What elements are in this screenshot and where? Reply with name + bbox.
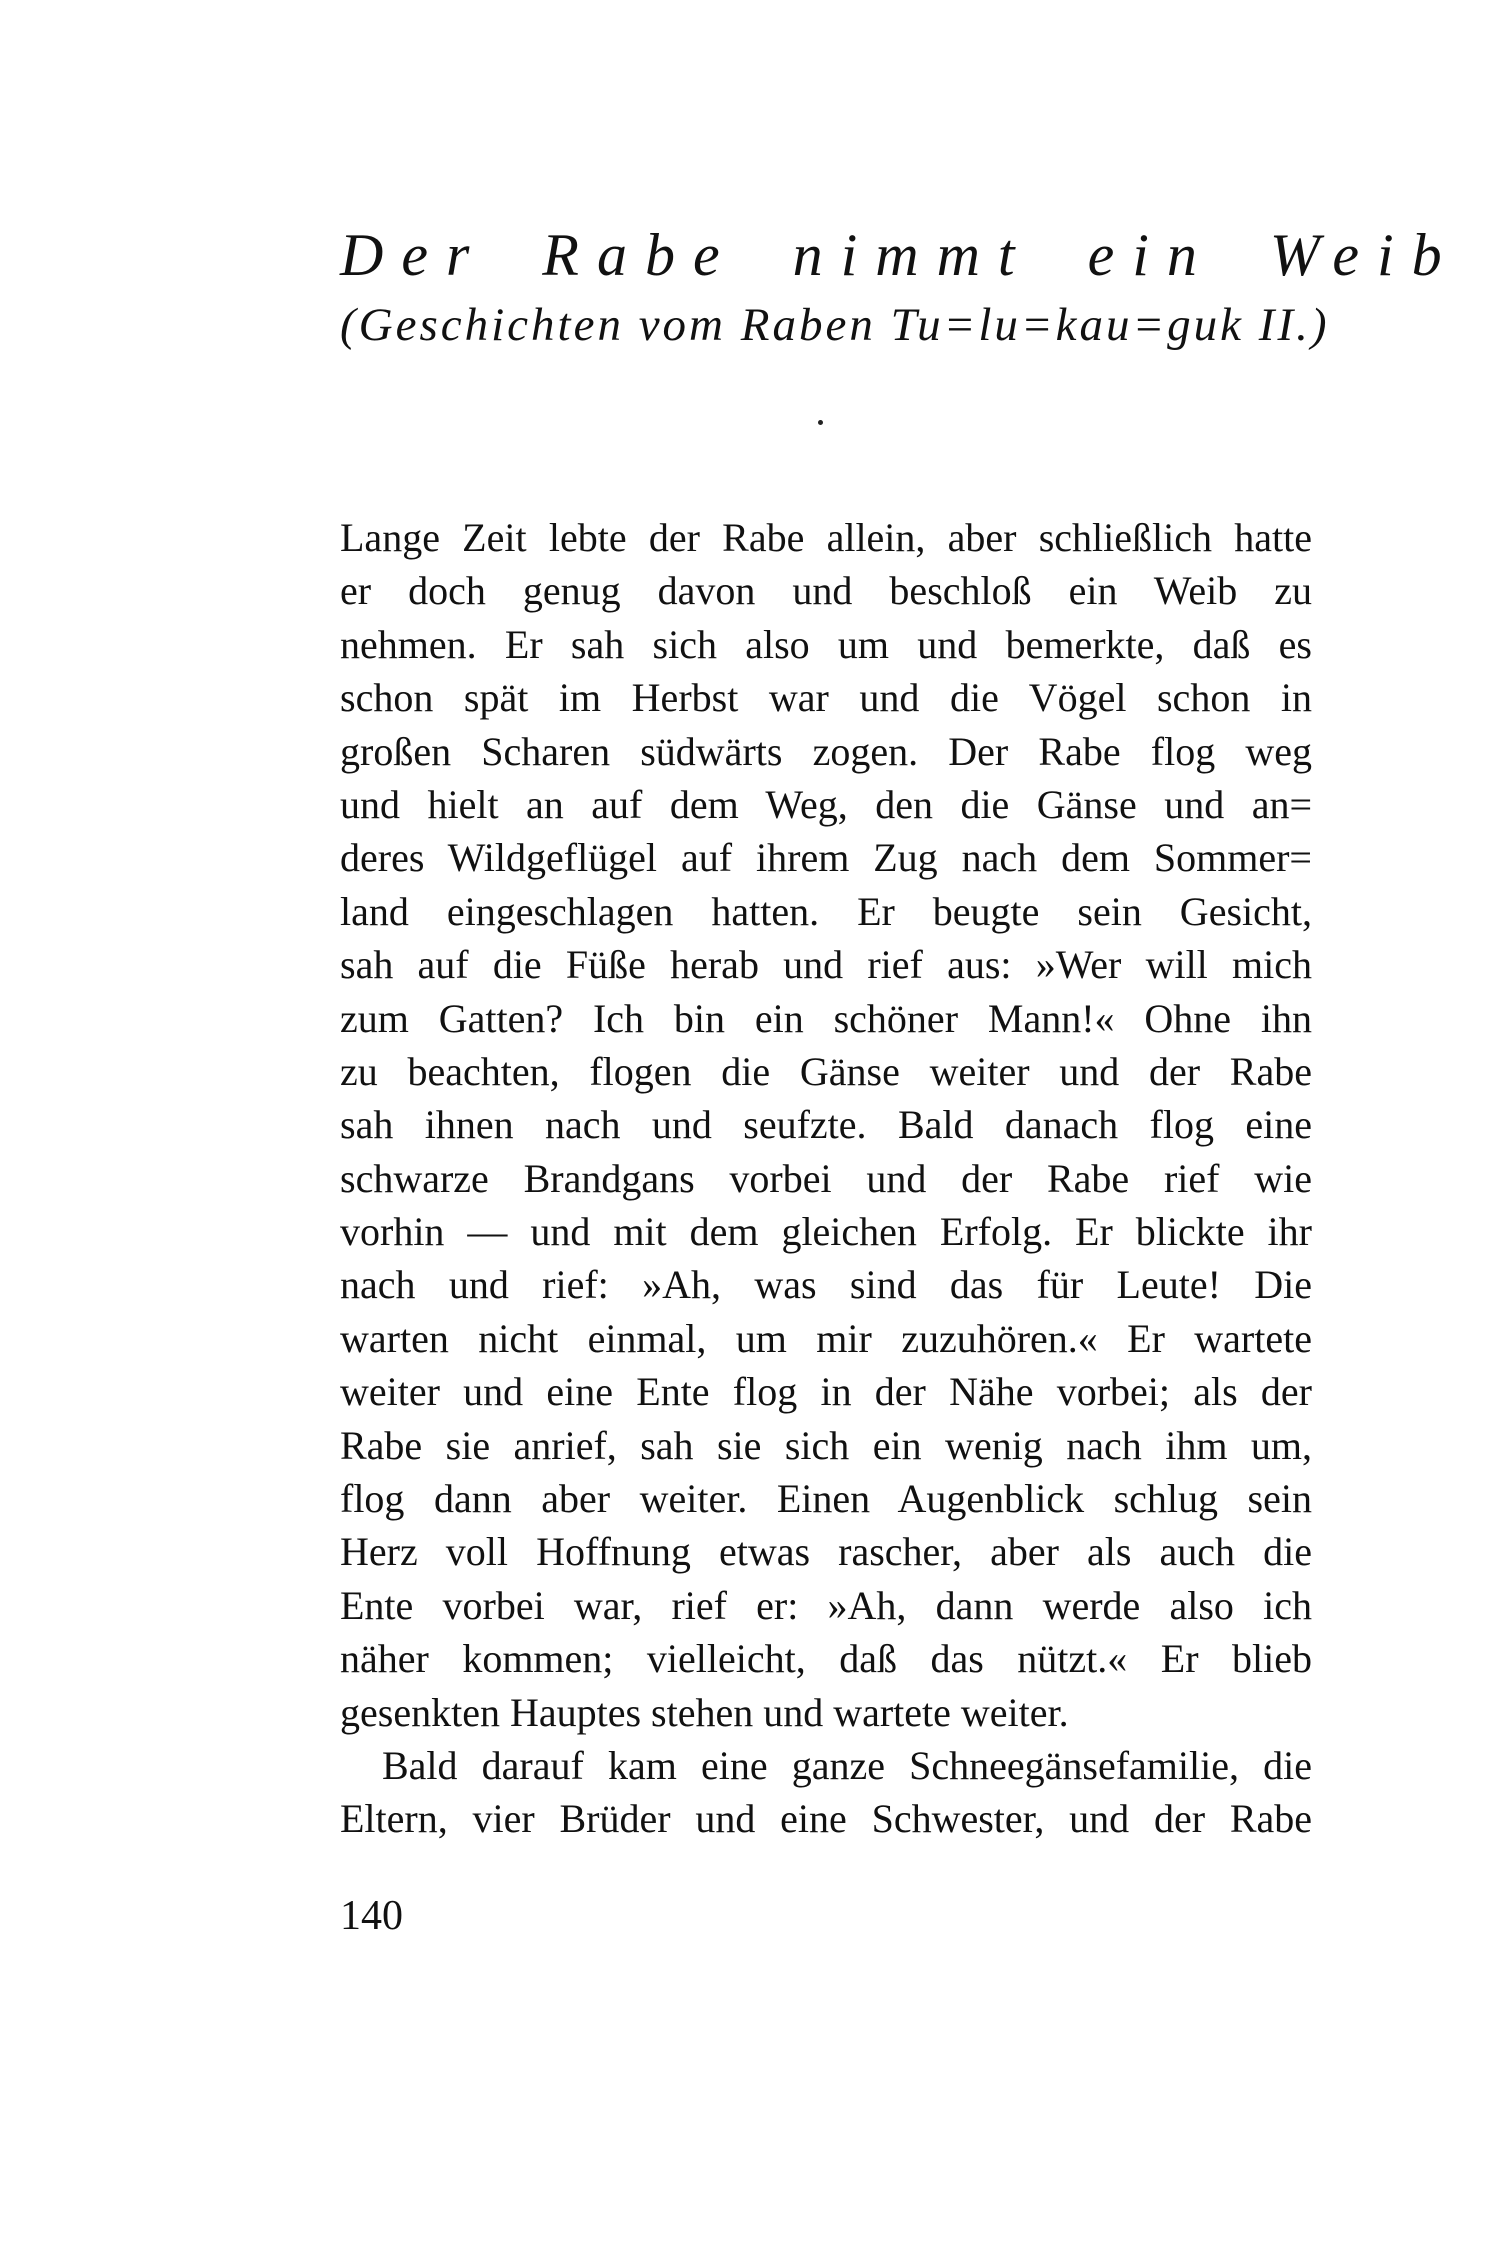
- text-line: Eltern, vier Brüder und eine Schwester, und der Rabe: [340, 1796, 1312, 1842]
- text-line: er doch genug davon und beschloß ein Weib zu: [340, 568, 1312, 614]
- text-line: näher kommen; vielleicht, daß das nützt.« Er blieb: [340, 1636, 1312, 1682]
- text-line: zum Gatten? Ich bin ein schöner Mann!« Ohne ihn: [340, 995, 1312, 1041]
- ornament-dot: [818, 420, 823, 425]
- text-line: vorhin — und mit dem gleichen Erfolg. Er blickte ihr: [340, 1209, 1312, 1255]
- text-line: flog dann aber weiter. Einen Augenblick schlug sein: [340, 1476, 1312, 1522]
- text-line: Ente vorbei war, rief er: »Ah, dann werde also ich: [340, 1582, 1312, 1628]
- page-number: 140: [340, 1893, 403, 1939]
- text-line: schon spät im Herbst war und die Vögel schon in: [340, 675, 1312, 721]
- text-line: Rabe sie anrief, sah sie sich ein wenig nach ihm um,: [340, 1422, 1312, 1468]
- text-line: Bald darauf kam eine ganze Schneegänsefamilie, die: [382, 1742, 1312, 1788]
- text-line: zu beachten, flogen die Gänse weiter und der Rabe: [340, 1048, 1312, 1094]
- paragraph: [340, 1739, 1312, 1846]
- text-line: land eingeschlagen hatten. Er beugte sein Gesicht,: [340, 888, 1312, 934]
- text-line: nach und rief: »Ah, was sind das für Leute! Die: [340, 1262, 1312, 1308]
- text-line: und hielt an auf dem Weg, den die Gänse und an=: [340, 781, 1312, 827]
- text-line: sah auf die Füße herab und rief aus: »Wer will mich: [340, 942, 1312, 988]
- text-line: schwarze Brandgans vorbei und der Rabe rief wie: [340, 1155, 1312, 1201]
- text-line: warten nicht einmal, um mir zuzuhören.« Er wartete: [340, 1315, 1312, 1361]
- text-line: gesenkten Hauptes stehen und wartete weiter.: [340, 1689, 1069, 1735]
- text-line: großen Scharen südwärts zogen. Der Rabe flog weg: [340, 728, 1312, 774]
- text-line: deres Wildgeflügel auf ihrem Zug nach dem Sommer=: [340, 835, 1312, 881]
- text-line: Herz voll Hoffnung etwas rascher, aber als auch die: [340, 1529, 1312, 1575]
- text-line: nehmen. Er sah sich also um und bemerkte, daß es: [340, 621, 1312, 667]
- chapter-subtitle: (Geschichten vom Raben Tu=lu=kau=guk II.): [340, 299, 1330, 351]
- text-line: sah ihnen nach und seufzte. Bald danach flog eine: [340, 1102, 1312, 1148]
- paragraph: [340, 511, 1312, 1739]
- body-text: [340, 511, 1312, 1846]
- text-line: Lange Zeit lebte der Rabe allein, aber schließlich hatte: [340, 515, 1312, 560]
- text-line: weiter und eine Ente flog in der Nähe vorbei; als der: [340, 1369, 1312, 1415]
- chapter-title: Der Rabe nimmt ein Weib: [340, 222, 1460, 288]
